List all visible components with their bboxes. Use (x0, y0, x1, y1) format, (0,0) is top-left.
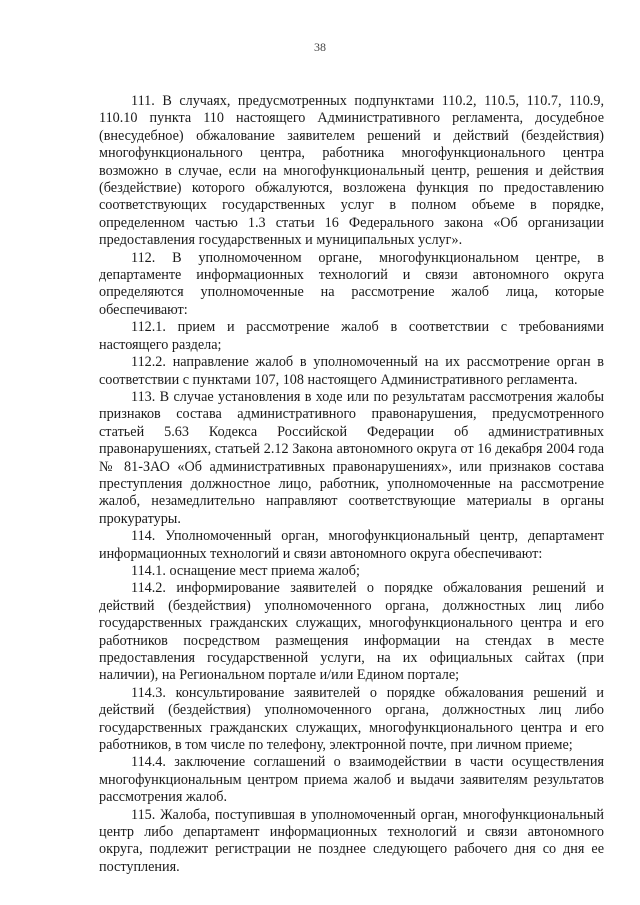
paragraph-112-2: 112.2. направление жалоб в уполномоченный на их рассмотрение орган в соответствии с пунктами 107, 108 настоящего Административного регламента. (99, 354, 604, 388)
paragraph-111: 111. В случаях, предусмотренных подпунктами 110.2, 110.5, 110.7, 110.9, 110.10 пункта 110 настоящего Административного регламента, досудебное (внесудебное) обжалование заявителем решений и действий (бездействия) многофункционального центра, работника многофункционального центра возможно в случае, если на многофункциональный центр, решения и действия (бездействие) которого обжалуются, возложена функция по предоставлению соответствующих государственных услуг в полном объеме в порядке, определенном частью 1.3 статьи 16 Федерального закона «Об организации предоставления государственных и муниципальных услуг». (99, 93, 604, 249)
paragraph-113: 113. В случае установления в ходе или по результатам рассмотрения жалобы признаков состава административного правонарушения, предусмотренного статьей 5.63 Кодекса Российской Федерации об административных правонарушениях, статьей 2.12 Закона автономного округа от 16 декабря 2004 года № 81-ЗАО «Об административных правонарушениях», или признаков состава преступления должностное лицо, работник, уполномоченные на рассмотрение жалоб, незамедлительно направляют соответствующие материалы в органы прокуратуры. (99, 388, 604, 527)
paragraph-115: 115. Жалоба, поступившая в уполномоченный орган, многофункциональный центр либо департамент информационных технологий и связи автономного округа, подлежит регистрации не позднее следующего рабочего дня со дня ее поступления. (99, 806, 604, 875)
paragraph-114-1: 114.1. оснащение мест приема жалоб; (131, 562, 360, 579)
paragraph-114-4: 114.4. заключение соглашений о взаимодействии в части осуществления многофункциональным центром приема жалоб и выдачи заявителям результатов рассмотрения жалоб. (99, 754, 604, 806)
paragraph-114-3: 114.3. консультирование заявителей о порядке обжалования решений и действий (бездействия) уполномоченного органа, должностных лиц либо государственных гражданских служащих, многофункционального центра и его работников, в том числе по телефону, электронной почте, при личном приеме; (99, 684, 604, 754)
document-body (99, 93, 604, 876)
paragraph-112: 112. В уполномоченном органе, многофункциональном центре, в департаменте информационных технологий и связи автономного округа определяются уполномоченные на рассмотрение жалоб лица, которые обеспечивают: (99, 249, 604, 318)
paragraph-114: 114. Уполномоченный орган, многофункциональный центр, департамент информационных технологий и связи автономного округа обеспечивают: (99, 528, 604, 562)
paragraph-112-1: 112.1. прием и рассмотрение жалоб в соответствии с требованиями настоящего раздела; (99, 319, 604, 353)
paragraph-114-2: 114.2. информирование заявителей о порядке обжалования решений и действий (бездействия) уполномоченного органа, должностных лиц либо государственных гражданских служащих, многофункционального центра и его работников посредством размещения информации на стендах в месте предоставления государственной услуги, на их официальных сайтах (при наличии), на Региональном портале и/или Едином портале; (99, 580, 604, 684)
page-number: 38 (314, 40, 326, 54)
